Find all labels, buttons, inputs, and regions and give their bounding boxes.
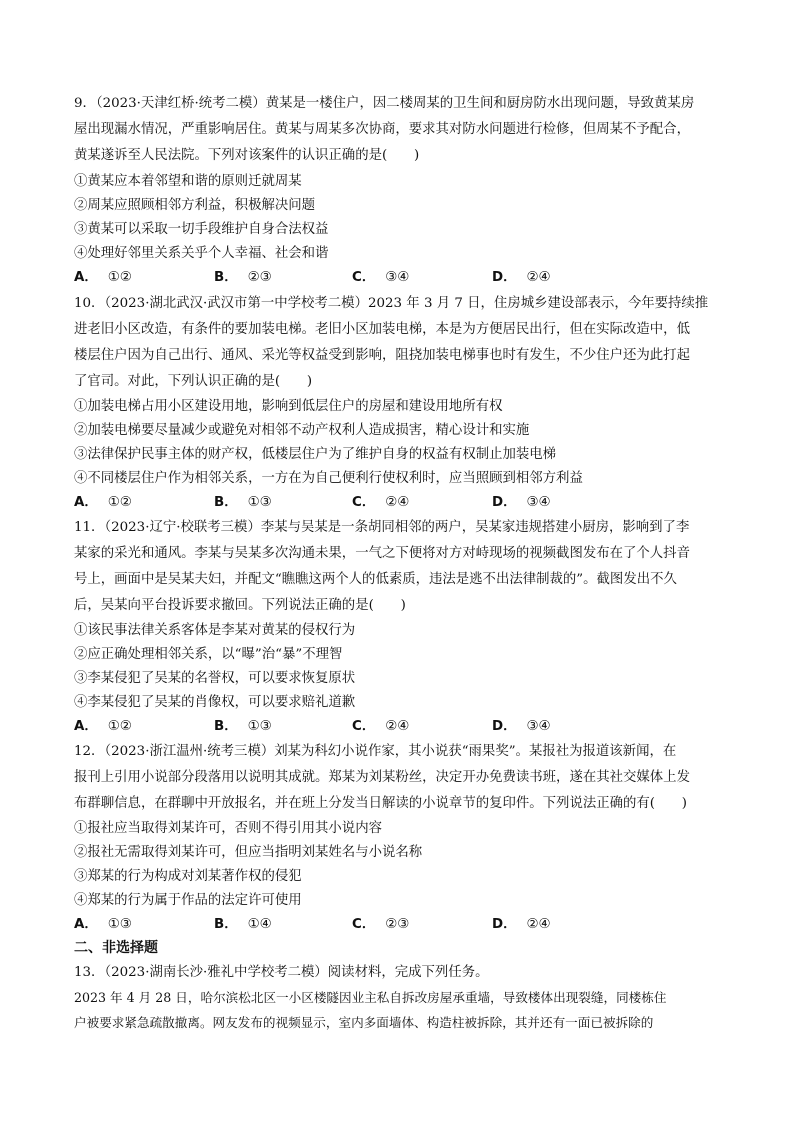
question-stem-line: 屋出现漏水情况，严重影响居住。黄某与周某多次协商，要求其对防水问题进行检修，但周某不予配合，: [74, 122, 690, 137]
choice-b[interactable]: B． ①④: [214, 917, 272, 932]
answer-choices: [74, 266, 734, 290]
choice-c[interactable]: C． ②④: [352, 719, 410, 734]
question-stem-line: 进老旧小区改造，有条件的要加装电梯。老旧小区加装电梯，本是为方便居民出行，但在实际改造中，低: [74, 322, 690, 337]
statement-3: ③黄某可以采取一切手段维护自身合法权益: [74, 222, 329, 237]
question-13-stem: 13．（2023·湖南长沙·雅礼中学校考二模）阅读材料，完成下列任务。: [74, 965, 489, 980]
question-stem-line: 黄某遂诉至人民法院。下列对该案件的认识正确的是( ): [74, 148, 420, 163]
statement-4: ④郑某的行为属于作品的法定许可使用: [74, 893, 302, 908]
answer-choices: [74, 491, 734, 515]
choice-a[interactable]: A． ①③: [74, 917, 132, 932]
statement-3: ③李某侵犯了吴某的名誉权，可以要求恢复原状: [74, 671, 356, 686]
question-stem-line: 后，吴某向平台投诉要求撤回。下列说法正确的是( ): [74, 598, 406, 613]
question-stem-line: 某家的采光和通风。李某与吴某多次沟通未果，一气之下便将对方对峙现场的视频截图发布在了个人抖音: [74, 546, 690, 561]
choice-c[interactable]: C． ②④: [352, 495, 410, 510]
statement-4: ④李某侵犯了吴某的肖像权，可以要求赔礼道歉: [74, 695, 356, 710]
statement-2: ②加装电梯要尽量减少或避免对相邻不动产权利人造成损害，精心设计和实施: [74, 423, 530, 438]
question-stem-line: 楼层住户因为自己出行、通风、采光等权益受到影响，阻挠加装电梯事也时有发生，不少住户还为此打起: [74, 348, 690, 363]
choice-d[interactable]: D． ③④: [492, 495, 551, 510]
statement-1: ①该民事法律关系客体是李某对黄某的侵权行为: [74, 623, 356, 638]
statement-3: ③郑某的行为构成对刘某著作权的侵犯: [74, 869, 302, 884]
statement-4: ④不同楼层住户作为相邻关系，一方在为自己便利行使权利时，应当照顾到相邻方利益: [74, 471, 583, 486]
answer-choices: [74, 913, 734, 937]
statement-1: ①报社应当取得刘某许可，否则不得引用其小说内容: [74, 821, 382, 836]
material-line: 2023 年 4 月 28 日，哈尔滨松北区一小区楼隧因业主私自拆改房屋承重墙，导致楼体出现裂缝，同楼栋住: [74, 990, 667, 1005]
statement-2: ②应正确处理相邻关系，以“曝”治“暴”不理智: [74, 647, 343, 662]
question-stem-line: 11．（2023·辽宁·校联考三模）李某与吴某是一条胡同相邻的两户，吴某家违规搭建小厨房，影响到了李: [74, 520, 690, 535]
section-heading: 二、非选择题: [74, 940, 158, 956]
question-stem-line: 12．（2023·浙江温州·统考三模）刘某为科幻小说作家，其小说获“雨果奖”。某报社为报道该新闻，在: [74, 744, 677, 759]
choice-c[interactable]: C． ③④: [352, 270, 410, 285]
choice-a[interactable]: A． ①②: [74, 495, 132, 510]
choice-b[interactable]: B． ②③: [214, 270, 272, 285]
statement-2: ②周某应照顾相邻方利益，积极解决问题: [74, 198, 316, 213]
statement-1: ①黄某应本着邻望和谐的原则迁就周某: [74, 174, 302, 189]
choice-d[interactable]: D． ③④: [492, 719, 551, 734]
question-stem-line: 布群聊信息，在群聊中开放报名，并在班上分发当日解读的小说章节的复印件。下列说法正确的有( ): [74, 796, 688, 811]
material-line: 户被要求紧急疏散撤离。网友发布的视频显示，室内多面墙体、构造柱被拆除，其并还有一面已被拆除的: [74, 1015, 654, 1030]
choice-d[interactable]: D． ②④: [492, 917, 551, 932]
choice-d[interactable]: D． ②④: [492, 270, 551, 285]
statement-1: ①加装电梯占用小区建设用地，影响到低层住户的房屋和建设用地所有权: [74, 399, 503, 414]
choice-b[interactable]: B． ①③: [214, 495, 272, 510]
statement-2: ②报社无需取得刘某许可，但应当指明刘某姓名与小说名称: [74, 845, 423, 860]
choice-c[interactable]: C． ②③: [352, 917, 410, 932]
question-stem-line: 报刊上引用小说部分段落用以说明其成就。郑某为刘某粉丝，决定开办免费读书班，遂在其社交媒体上发: [74, 770, 690, 785]
question-stem-line: 号上，画面中是吴某夫妇，并配文“瞧瞧这两个人的低素质，违法是逃不出法律制裁的”。截图发出不久: [74, 572, 677, 587]
question-stem-line: 10．（2023·湖北武汉·武汉市第一中学校考二模）2023 年 3 月 7 日，住房城乡建设部表示，今年要持续推: [74, 296, 709, 311]
question-stem-line: 了官司。对此，下列认识正确的是( ): [74, 374, 313, 389]
statement-3: ③法律保护民事主体的财产权，低楼层住户为了维护自身的权益有权制止加装电梯: [74, 447, 557, 462]
statement-4: ④处理好邻里关系关乎个人幸福、社会和谐: [74, 246, 329, 261]
answer-choices: [74, 715, 734, 739]
choice-b[interactable]: B． ①③: [214, 719, 272, 734]
choice-a[interactable]: A． ①②: [74, 719, 132, 734]
choice-a[interactable]: A． ①②: [74, 270, 132, 285]
question-stem-line: 9．（2023·天津红桥·统考二模）黄某是一楼住户，因二楼周某的卫生间和厨房防水出现问题，导致黄某房: [74, 96, 695, 111]
